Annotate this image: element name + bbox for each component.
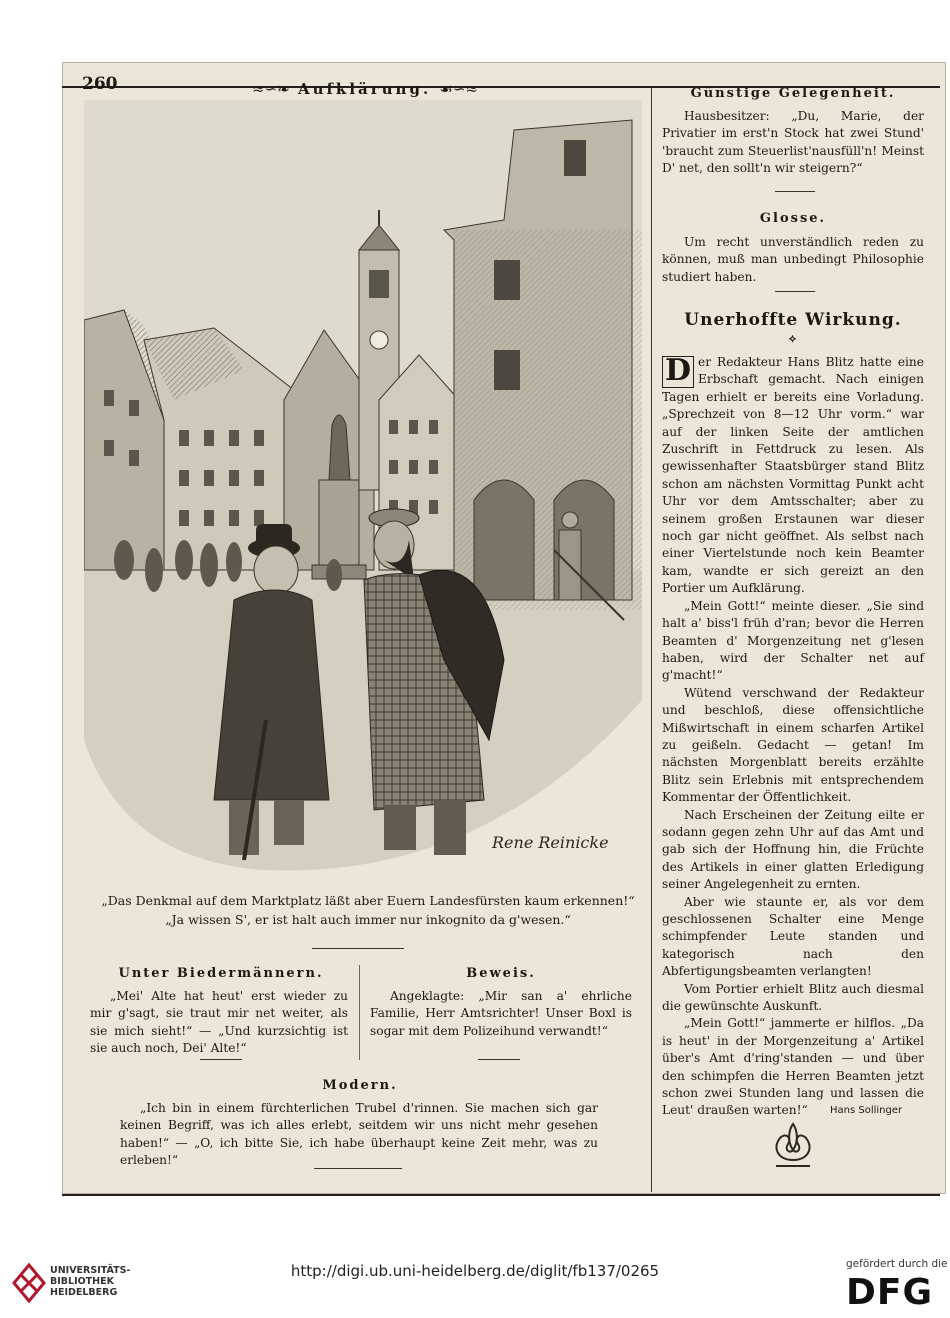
story-paragraph-1: D er Redakteur Hans Blitz hatte eine Erbschaft gemacht. Nach einigen Tagen erhielt er bereits eine Vorladung. „Sprechzeit von 8—12 Uhr vorm.“ war auf der linken Seite der amtlichen Zuschrift in Fettdruck zu lesen. Als gewissenhafter Staatsbürger stand Blitz schon am nächsten Vormittag Punkt acht Uhr vor dem Amtsschalter; aber zu seinem großen Erstaunen war dieser noch gar nicht geöffnet. Als selbst nach einer Viertelstunde noch kein Beamter kam, wandte er sich gereizt an den Portier um Aufklärung. [662,353,924,596]
modern-text: „Ich bin in einem fürchterlichen Trubel d'rinnen. Sie machen sich gar keinen Begriff, was ich alles erlebt, seitdem wir uns nicht mehr gesehen haben!“ — „O, ich bitte Sie, ich habe überhaupt keine Zeit mehr, was zu erleben!“ [120,1101,598,1168]
illustration-caption-line2: „Ja wissen S', er ist halt auch immer nur inkognito da g'wesen.“ [165,912,571,927]
page-number: 260 [82,74,118,94]
story-paragraph-3: Wütend verschwand der Redakteur und beschloß, diese offensichtliche Mißwirtschaft in einem scharfen Artikel zu geißeln. Gedacht — getan! Im nächsten Morgenblatt bereits erzählte Blitz sein Erlebnis mit entsprechendem Kommentar der Öffentlichkeit. [662,685,924,805]
rule-beweis [478,1059,520,1060]
running-title [250,80,480,98]
rule-guenstige [775,191,815,192]
guenstige-title: Günstige Gelegenheit. [690,86,896,101]
glosse-title: Glosse. [759,211,827,226]
story-paragraph-5: Aber wie staunte er, als vor dem geschlossenen Schalter eine Menge schimpfender Leute standen und kategorisch nach den Abfertigungsbeamten verlangten! [662,894,924,979]
funding-text: gefördert durch die [846,1258,948,1270]
library-logo-text: UNIVERSITÄTS- BIBLIOTHEK HEIDELBERG [50,1265,131,1298]
caption-rule [312,948,404,949]
story-paragraph-7: „Mein Gott!“ jammerte er hilflos. „Da is heut' in der Morgenzeitung a' Artikel über's Amt d'ring'standen — und über den schimpfen die Herren Beamten jetzt schon zwei Stunden lang und lassen die Leut' draußen warten!“ [662,1016,924,1118]
biedermaenner-text: „Mei' Alte hat heut' erst wieder zu mir g'sagt, sie traut mir net weiter, als sie mich sieht!“ — „Und kurzsichtig ist sie auch noch, Dei' Alte!“ [90,989,348,1056]
market-square-illustration [84,100,642,886]
artist-signature: Rene Reinicke [492,833,609,852]
beweis-text: Angeklagte: „Mir san a' ehrliche Familie, Herr Amtsrichter! Unser Boxl is sogar mit dem Polizeihund verwandt!“ [370,989,632,1038]
column-separator [359,965,360,1060]
story-body [662,354,924,1120]
ornament-left: ≈∽❧ [251,80,290,98]
biedermaenner-title: Unter Biedermännern. [118,966,324,981]
glosse-text: Um recht unverständlich reden zu können, muß man unbedingt Philosophie studiert haben. [662,235,924,284]
rule-biedermaenner [200,1059,242,1060]
column-rule [651,88,652,1192]
story-paragraph-2: „Mein Gott!“ meinte dieser. „Sie sind halt a' biss'l früh d'ran; bevor die Herren Beamten d' Morgenzeitung net g'lesen haben, wird der Schalter net auf g'macht!“ [662,598,924,683]
modern-title: Modern. [322,1078,398,1093]
fleuron-ornament [768,1120,818,1172]
illustration-caption-line1: „Das Denkmal auf dem Marktplatz läßt aber Euern Landesfürsten kaum erkennen!“ [101,893,635,908]
beweis-title: Beweis. [466,966,536,981]
guenstige-body [662,108,924,178]
rule-glosse [775,291,815,292]
running-title-text: Aufklärung. [297,80,432,98]
source-url[interactable]: http://digi.ub.uni-heidelberg.de/diglit/fb137/0265 [290,1262,660,1280]
story-dropcap: D [662,356,694,388]
story-author: Hans Sollinger [830,1105,903,1116]
ornament-right: ☙∽≈ [439,80,478,98]
story-paragraph-6: Vom Portier erhielt Blitz auch diesmal die gewünschte Auskunft. [662,981,924,1014]
dfg-logo: DFG [846,1272,934,1313]
glosse-body [662,234,924,286]
story-ornament: ⟡ [788,332,798,345]
story-paragraph-4: Nach Erscheinen der Zeitung eilte er sodann gegen zehn Uhr auf das Amt und gab sich der Hoffnung hin, die Früchte des Artikels in einer glatten Erledigung seiner Angelegenheit zu ernten. [662,807,924,892]
rule-modern [314,1168,402,1169]
guenstige-text: Hausbesitzer: „Du, Marie, der Privatier im erst'n Stock hat zwei Stund' 'braucht zum Steuerlist'nausfüll'n! Meinst D' net, den sollt'n wir steigern?“ [662,109,924,176]
story-title: Unerhoffte Wirkung. [684,310,902,330]
